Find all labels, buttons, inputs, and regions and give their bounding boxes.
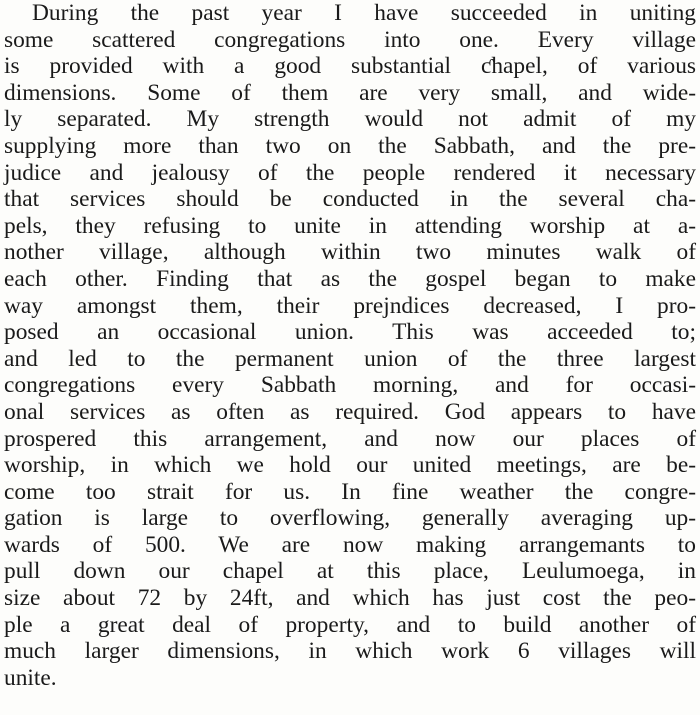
text-line-19: come too strait for us. In fine weather the congre-	[4, 478, 696, 505]
text-line-17: prospered this arrangement, and now our places of	[4, 425, 696, 452]
text-line-1: During the past year I have succeeded in uniting	[32, 0, 696, 26]
text-line-2: some scattered congregations into one. Every village	[4, 26, 696, 53]
text-line-15: congregations every Sabbath morning, and for occasi-	[4, 372, 696, 399]
text-line-5: ly separated. My strength would not admit of my	[4, 106, 696, 133]
text-line-14: and led to the permanent union of the three largest	[4, 345, 696, 372]
text-line-4: dimensions. Some of them are very small, and wide-	[4, 79, 696, 106]
text-line-6: supplying more than two on the Sabbath, and the pre-	[4, 132, 696, 159]
text-line-26: unite.	[4, 664, 57, 691]
text-line-8: that services should be conducted in the several cha-	[4, 186, 696, 213]
text-line-10: nother village, although within two minutes walk of	[4, 239, 696, 266]
text-line-23: size about 72 by 24ft, and which has just cost the peo-	[4, 585, 696, 612]
text-line-9: pels, they refusing to unite in attending worship at a-	[4, 212, 696, 239]
text-line-20: gation is large to overflowing, generally averaging up-	[4, 505, 696, 532]
text-line-13: posed an occasional union. This was acceeded to;	[4, 319, 696, 346]
text-line-25: much larger dimensions, in which work 6 villages will	[4, 638, 696, 665]
text-line-3: is provided with a good substantial ƈhapel, of various	[4, 53, 696, 80]
text-line-11: each other. Finding that as the gospel began to make	[4, 265, 696, 292]
text-line-22: pull down our chapel at this place, Leulumoega, in	[4, 558, 696, 585]
text-line-18: worship, in which we hold our united meetings, are be-	[4, 452, 696, 479]
text-line-7: judice and jealousy of the people rendered it necessary	[4, 159, 696, 186]
text-line-21: wards of 500. We are now making arrangemants to	[4, 531, 696, 558]
text-line-16: onal services as often as required. God appears to have	[4, 398, 696, 425]
text-line-24: ple a great deal of property, and to build another of	[4, 611, 696, 638]
text-column	[4, 0, 696, 691]
text-line-12: way amongst them, their prejndices decreased, I pro-	[4, 292, 696, 319]
